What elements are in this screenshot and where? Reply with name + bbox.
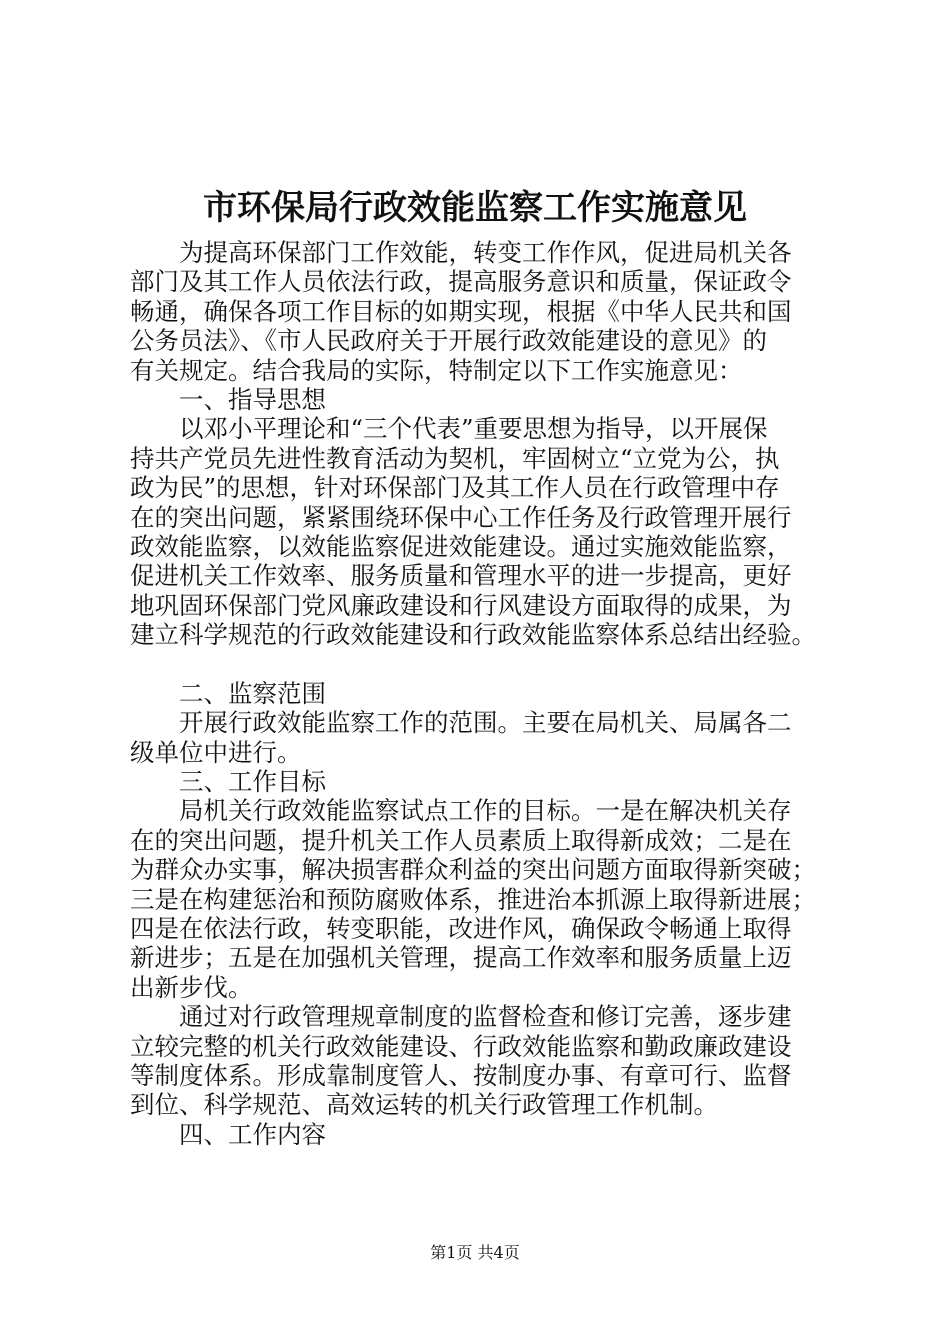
body-line: 三、工作目标 <box>130 767 326 797</box>
page-footer: 第1页 共4页 <box>430 1243 520 1262</box>
document-title: 市环保局行政效能监察工作实施意见 <box>203 188 747 228</box>
body-line: 四、工作内容 <box>130 1119 326 1149</box>
body-line: 四是在依法行政，转变职能，改进作风，确保政令畅通上取得 <box>130 913 792 943</box>
body-line: 以邓小平理论和“三个代表”重要思想为指导，以开展保 <box>130 414 768 444</box>
body-line: 到位、科学规范、高效运转的机关行政管理工作机制。 <box>130 1090 718 1120</box>
body-line <box>130 649 850 678</box>
body-line: 二、监察范围 <box>130 678 326 708</box>
body-line: 建立科学规范的行政效能建设和行政效能监察体系总结出经验。 <box>130 620 816 650</box>
body-line: 立较完整的机关行政效能建设、行政效能监察和勤政廉政建设 <box>130 1031 792 1061</box>
body-line: 局机关行政效能监察试点工作的目标。一是在解决机关存 <box>130 796 792 826</box>
body-line: 新进步；五是在加强机关管理，提高工作效率和服务质量上迈 <box>130 943 792 973</box>
body-line: 政效能监察，以效能监察促进效能建设。通过实施效能监察， <box>130 531 792 561</box>
body-line: 持共产党员先进性教育活动为契机，牢固树立“立党为公，执 <box>130 443 780 473</box>
document-body <box>130 238 850 1149</box>
body-line: 通过对行政管理规章制度的监督检查和修订完善，逐步建 <box>130 1002 792 1032</box>
body-line: 一、指导思想 <box>130 384 326 414</box>
body-line: 部门及其工作人员依法行政，提高服务意识和质量，保证政令 <box>130 267 792 297</box>
body-line: 在的突出问题，提升机关工作人员素质上取得新成效；二是在 <box>130 825 792 855</box>
body-line: 为群众办实事，解决损害群众利益的突出问题方面取得新突破； <box>130 855 816 885</box>
body-line: 畅通，确保各项工作目标的如期实现，根据《中华人民共和国 <box>130 296 792 326</box>
body-line: 出新步伐。 <box>130 972 253 1002</box>
body-line: 地巩固环保部门党风廉政建设和行风建设方面取得的成果，为 <box>130 590 792 620</box>
body-line: 级单位中进行。 <box>130 737 302 767</box>
body-line: 促进机关工作效率、服务质量和管理水平的进一步提高，更好 <box>130 561 792 591</box>
body-line: 公务员法》、《市人民政府关于开展行政效能建设的意见》的 <box>130 326 767 356</box>
body-line: 政为民”的思想，针对环保部门及其工作人员在行政管理中存 <box>130 473 780 503</box>
body-line: 为提高环保部门工作效能，转变工作作风，促进局机关各 <box>130 238 792 267</box>
body-line: 有关规定。结合我局的实际，特制定以下工作实施意见： <box>130 355 743 385</box>
body-line: 等制度体系。形成靠制度管人、按制度办事、有章可行、监督 <box>130 1060 792 1090</box>
body-line: 开展行政效能监察工作的范围。主要在局机关、局属各二 <box>130 708 792 738</box>
body-line: 三是在构建惩治和预防腐败体系，推进治本抓源上取得新进展； <box>130 884 816 914</box>
body-line: 在的突出问题，紧紧围绕环保中心工作任务及行政管理开展行 <box>130 502 792 532</box>
